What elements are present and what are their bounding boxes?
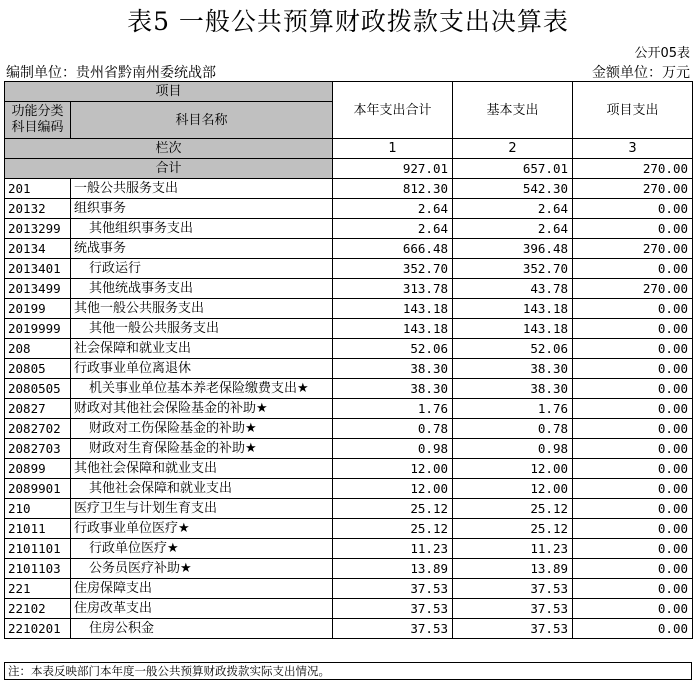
row-code: 20134 [5,239,71,259]
table-row [5,179,693,199]
row-name: 其他统战事务支出 [71,279,333,299]
row-v3: 0.00 [573,539,693,559]
row-v3: 0.00 [573,419,693,439]
row-name: 社会保障和就业支出 [71,339,333,359]
table-row [5,499,693,519]
row-name: 其他一般公共服务支出 [71,299,333,319]
table-row [5,239,693,259]
table-row [5,619,693,639]
row-code: 2019999 [5,319,71,339]
row-code: 2101101 [5,539,71,559]
expenditure-table [4,81,693,639]
row-v3: 0.00 [573,459,693,479]
row-v3: 270.00 [573,239,693,259]
header-code: 功能分类科目编码 [5,102,71,139]
table-row [5,199,693,219]
row-code: 2082703 [5,439,71,459]
row-v1: 666.48 [333,239,453,259]
table-row [5,299,693,319]
table-note: 注：本表反映部门本年度一般公共预算财政拨款实际支出情况。 [4,662,692,680]
row-v2: 1.76 [453,399,573,419]
row-name: 一般公共服务支出 [71,179,333,199]
row-code: 2210201 [5,619,71,639]
row-v3: 0.00 [573,619,693,639]
row-code: 221 [5,579,71,599]
row-v1: 38.30 [333,359,453,379]
row-v3: 0.00 [573,199,693,219]
row-v1: 1.76 [333,399,453,419]
row-v3: 0.00 [573,299,693,319]
header-col3: 项目支出 [573,82,693,139]
row-v2: 38.30 [453,359,573,379]
table-row [5,379,693,399]
row-code: 2013401 [5,259,71,279]
row-v2: 12.00 [453,459,573,479]
row-v1: 37.53 [333,599,453,619]
header-item: 项目 [5,82,333,102]
table-row [5,519,693,539]
row-name: 公务员医疗补助★ [71,559,333,579]
amount-unit: 金额单位：万元 [592,65,690,81]
row-name: 住房保障支出 [71,579,333,599]
row-name: 财政对其他社会保险基金的补助★ [71,399,333,419]
row-v1: 812.30 [333,179,453,199]
row-v2: 2.64 [453,219,573,239]
row-name: 组织事务 [71,199,333,219]
row-v1: 143.18 [333,319,453,339]
row-v1: 2.64 [333,219,453,239]
row-v2: 2.64 [453,199,573,219]
row-name: 行政事业单位医疗★ [71,519,333,539]
row-name: 行政单位医疗★ [71,539,333,559]
row-v3: 0.00 [573,339,693,359]
row-v3: 0.00 [573,439,693,459]
row-v1: 13.89 [333,559,453,579]
row-v3: 0.00 [573,399,693,419]
row-v2: 143.18 [453,299,573,319]
row-v2: 52.06 [453,339,573,359]
header-name: 科目名称 [71,102,333,139]
col-no-2: 2 [453,139,573,159]
row-v2: 37.53 [453,579,573,599]
table-row [5,599,693,619]
row-v2: 396.48 [453,239,573,259]
header-col2: 基本支出 [453,82,573,139]
row-name: 其他一般公共服务支出 [71,319,333,339]
row-v2: 0.78 [453,419,573,439]
table-row [5,319,693,339]
row-v1: 12.00 [333,479,453,499]
row-code: 20899 [5,459,71,479]
row-v2: 25.12 [453,499,573,519]
row-v3: 0.00 [573,379,693,399]
row-name: 行政事业单位离退休 [71,359,333,379]
total-v1: 927.01 [333,159,453,179]
row-v3: 270.00 [573,279,693,299]
row-v3: 0.00 [573,559,693,579]
row-code: 2101103 [5,559,71,579]
row-v2: 143.18 [453,319,573,339]
row-v1: 352.70 [333,259,453,279]
row-code: 201 [5,179,71,199]
row-v2: 13.89 [453,559,573,579]
row-code: 2089901 [5,479,71,499]
table-row [5,219,693,239]
total-label: 合计 [5,159,333,179]
row-v3: 270.00 [573,179,693,199]
table-row [5,579,693,599]
table-row [5,399,693,419]
row-v3: 0.00 [573,499,693,519]
table-row [5,359,693,379]
row-v2: 352.70 [453,259,573,279]
row-v1: 37.53 [333,579,453,599]
row-v1: 38.30 [333,379,453,399]
row-v3: 0.00 [573,519,693,539]
header-col1: 本年支出合计 [333,82,453,139]
table-row [5,419,693,439]
row-v2: 12.00 [453,479,573,499]
row-code: 21011 [5,519,71,539]
row-v2: 542.30 [453,179,573,199]
compiling-unit: 编制单位：贵州省黔南州委统战部 [6,65,216,81]
table-row [5,439,693,459]
row-v3: 0.00 [573,479,693,499]
table-row [5,539,693,559]
row-v1: 313.78 [333,279,453,299]
table-row [5,279,693,299]
total-v3: 270.00 [573,159,693,179]
row-code: 20805 [5,359,71,379]
row-name: 其他组织事务支出 [71,219,333,239]
row-code: 2080505 [5,379,71,399]
row-v2: 0.98 [453,439,573,459]
row-code: 20199 [5,299,71,319]
table-row [5,459,693,479]
row-name: 其他社会保障和就业支出 [71,459,333,479]
row-name: 财政对工伤保险基金的补助★ [71,419,333,439]
row-v1: 37.53 [333,619,453,639]
row-v3: 0.00 [573,599,693,619]
row-name: 财政对生育保险基金的补助★ [71,439,333,459]
row-v1: 25.12 [333,519,453,539]
row-name: 机关事业单位基本养老保险缴费支出★ [71,379,333,399]
row-code: 2082702 [5,419,71,439]
table-title: 表5 一般公共预算财政拨款支出决算表 [127,7,569,36]
row-v1: 25.12 [333,499,453,519]
table-row [5,559,693,579]
row-v1: 12.00 [333,459,453,479]
row-v2: 11.23 [453,539,573,559]
row-v2: 37.53 [453,599,573,619]
col-no-1: 1 [333,139,453,159]
header-row-no: 栏次 [5,139,333,159]
row-name: 住房公积金 [71,619,333,639]
row-name: 医疗卫生与计划生育支出 [71,499,333,519]
table-row [5,479,693,499]
row-name: 其他社会保障和就业支出 [71,479,333,499]
row-v1: 11.23 [333,539,453,559]
row-v2: 38.30 [453,379,573,399]
row-code: 20827 [5,399,71,419]
form-code: 公开05表 [634,46,690,61]
row-code: 208 [5,339,71,359]
row-code: 210 [5,499,71,519]
row-v3: 0.00 [573,219,693,239]
row-name: 统战事务 [71,239,333,259]
row-v2: 43.78 [453,279,573,299]
row-name: 行政运行 [71,259,333,279]
row-v2: 37.53 [453,619,573,639]
row-code: 22102 [5,599,71,619]
col-no-3: 3 [573,139,693,159]
table-row [5,259,693,279]
row-v2: 25.12 [453,519,573,539]
row-name: 住房改革支出 [71,599,333,619]
row-code: 2013499 [5,279,71,299]
row-v3: 0.00 [573,259,693,279]
row-v1: 0.98 [333,439,453,459]
total-v2: 657.01 [453,159,573,179]
row-v3: 0.00 [573,319,693,339]
row-code: 2013299 [5,219,71,239]
table-row [5,339,693,359]
row-v1: 0.78 [333,419,453,439]
row-v1: 2.64 [333,199,453,219]
row-v1: 52.06 [333,339,453,359]
row-v3: 0.00 [573,359,693,379]
row-v1: 143.18 [333,299,453,319]
row-v3: 0.00 [573,579,693,599]
row-code: 20132 [5,199,71,219]
